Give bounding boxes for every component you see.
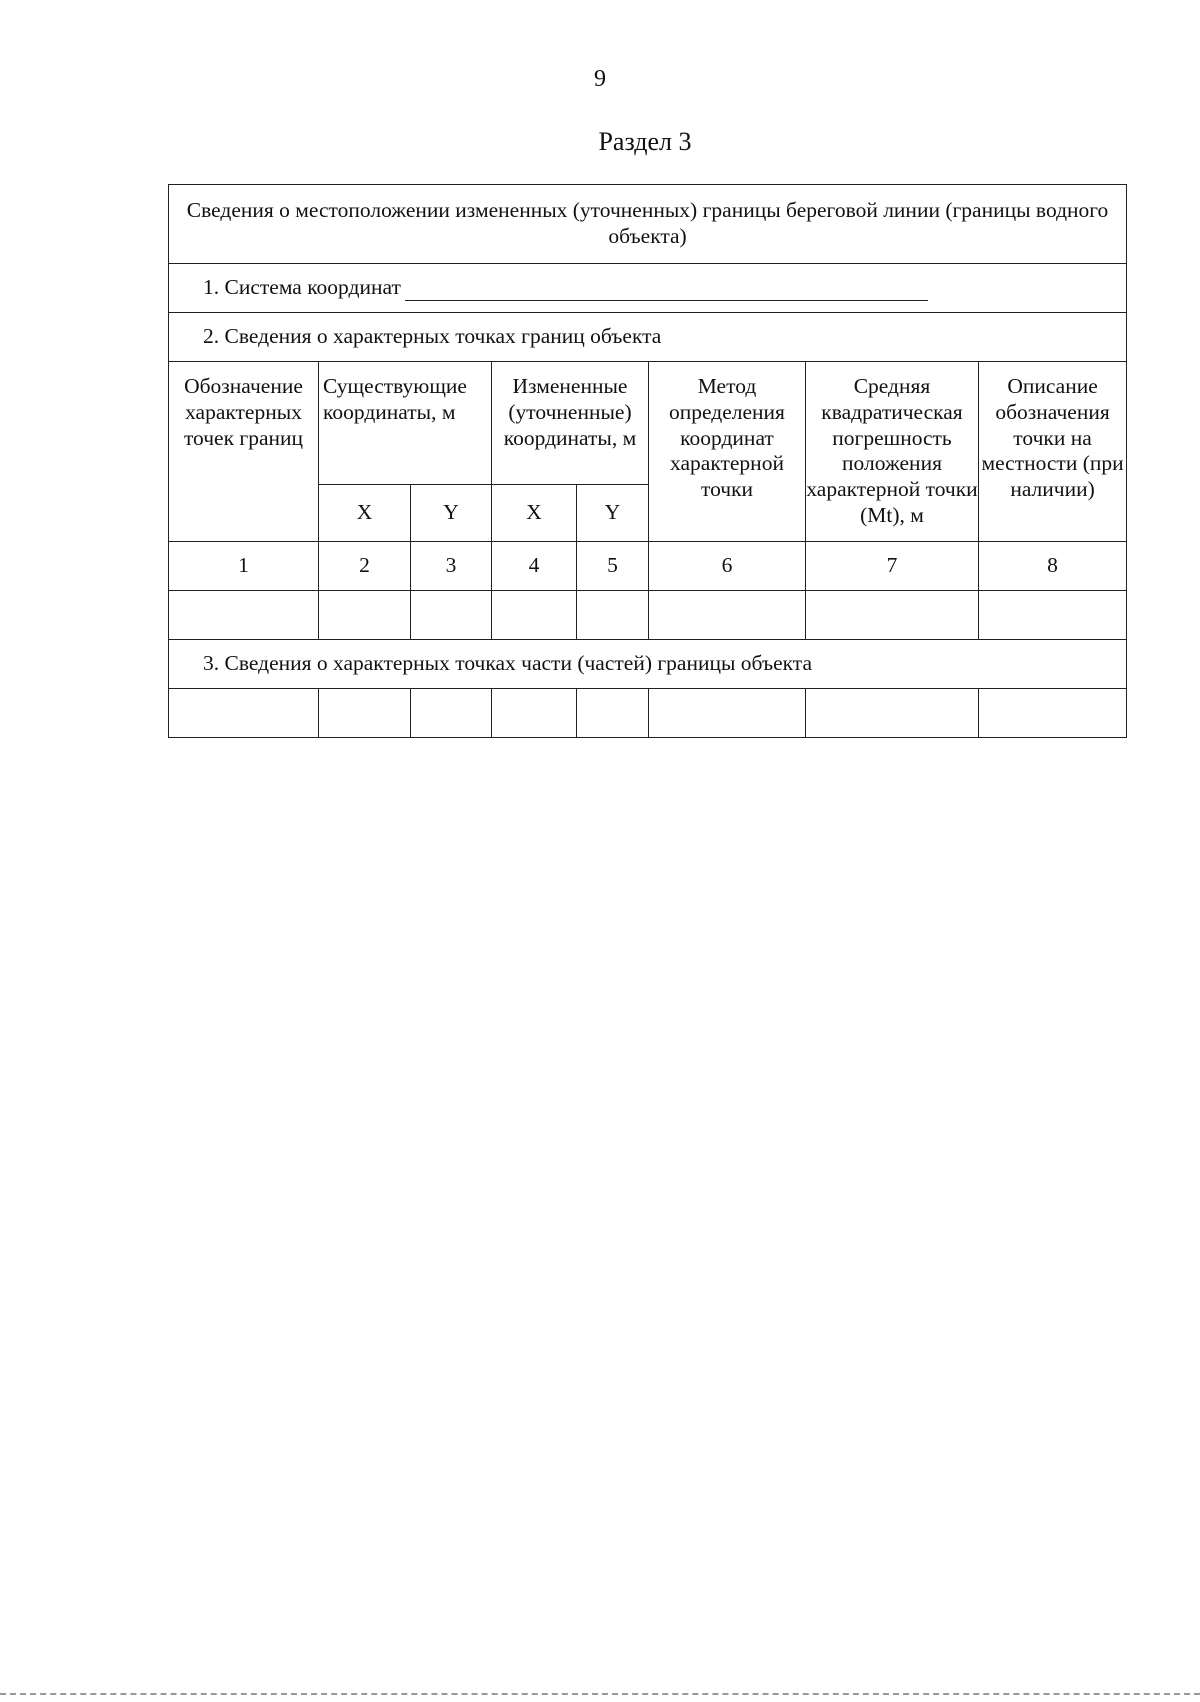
empty-cell[interactable] bbox=[806, 591, 979, 640]
empty-cell[interactable] bbox=[169, 689, 319, 738]
page-number: 9 bbox=[594, 66, 606, 92]
empty-data-row bbox=[169, 591, 1127, 640]
empty-cell[interactable] bbox=[649, 689, 806, 738]
header-existing-x: X bbox=[319, 485, 411, 542]
empty-cell[interactable] bbox=[492, 689, 577, 738]
column-number: 7 bbox=[806, 542, 979, 591]
column-number-row bbox=[169, 542, 1127, 591]
empty-cell[interactable] bbox=[319, 689, 411, 738]
empty-cell[interactable] bbox=[979, 689, 1127, 738]
column-number: 5 bbox=[577, 542, 649, 591]
header-mean-square-error: Средняя квадратическая погрешность положения характерной точки (Mt), м bbox=[806, 362, 979, 542]
header-existing-y: Y bbox=[411, 485, 492, 542]
empty-cell[interactable] bbox=[411, 591, 492, 640]
table-title: Сведения о местоположении измененных (уточненных) границы береговой линии (границы водного объекта) bbox=[169, 185, 1127, 264]
header-determination-method: Метод определения координат характерной точки bbox=[649, 362, 806, 542]
coordinates-form-table bbox=[168, 184, 1127, 738]
header-point-description: Описание обозначения точки на местности (при наличии) bbox=[979, 362, 1127, 542]
scan-edge-rule bbox=[0, 1693, 1200, 1695]
column-number: 8 bbox=[979, 542, 1127, 591]
header-changed-x: X bbox=[492, 485, 577, 542]
column-number: 6 bbox=[649, 542, 806, 591]
column-number: 3 bbox=[411, 542, 492, 591]
empty-data-row bbox=[169, 689, 1127, 738]
empty-cell[interactable] bbox=[577, 591, 649, 640]
section-title: Раздел 3 bbox=[598, 127, 692, 156]
empty-cell[interactable] bbox=[492, 591, 577, 640]
empty-cell[interactable] bbox=[319, 591, 411, 640]
header-changed-y: Y bbox=[577, 485, 649, 542]
empty-cell[interactable] bbox=[649, 591, 806, 640]
header-existing-coordinates: Существующие координаты, м bbox=[319, 362, 492, 485]
coordinate-system-blank-field[interactable] bbox=[405, 280, 928, 301]
empty-cell[interactable] bbox=[806, 689, 979, 738]
column-number: 1 bbox=[169, 542, 319, 591]
empty-cell[interactable] bbox=[411, 689, 492, 738]
empty-cell[interactable] bbox=[169, 591, 319, 640]
empty-cell[interactable] bbox=[979, 591, 1127, 640]
coordinate-system-row bbox=[169, 264, 1127, 313]
header-point-designation: Обозначение характерных точек границ bbox=[169, 362, 319, 542]
column-number: 4 bbox=[492, 542, 577, 591]
header-changed-coordinates: Измененные (уточненные) координаты, м bbox=[492, 362, 649, 485]
part-points-section-label: 3. Сведения о характерных точках части (частей) границы объекта bbox=[169, 640, 1127, 689]
coordinate-system-label: 1. Система координат bbox=[203, 275, 401, 300]
characteristic-points-section-label: 2. Сведения о характерных точках границ объекта bbox=[169, 313, 1127, 362]
column-number: 2 bbox=[319, 542, 411, 591]
empty-cell[interactable] bbox=[577, 689, 649, 738]
